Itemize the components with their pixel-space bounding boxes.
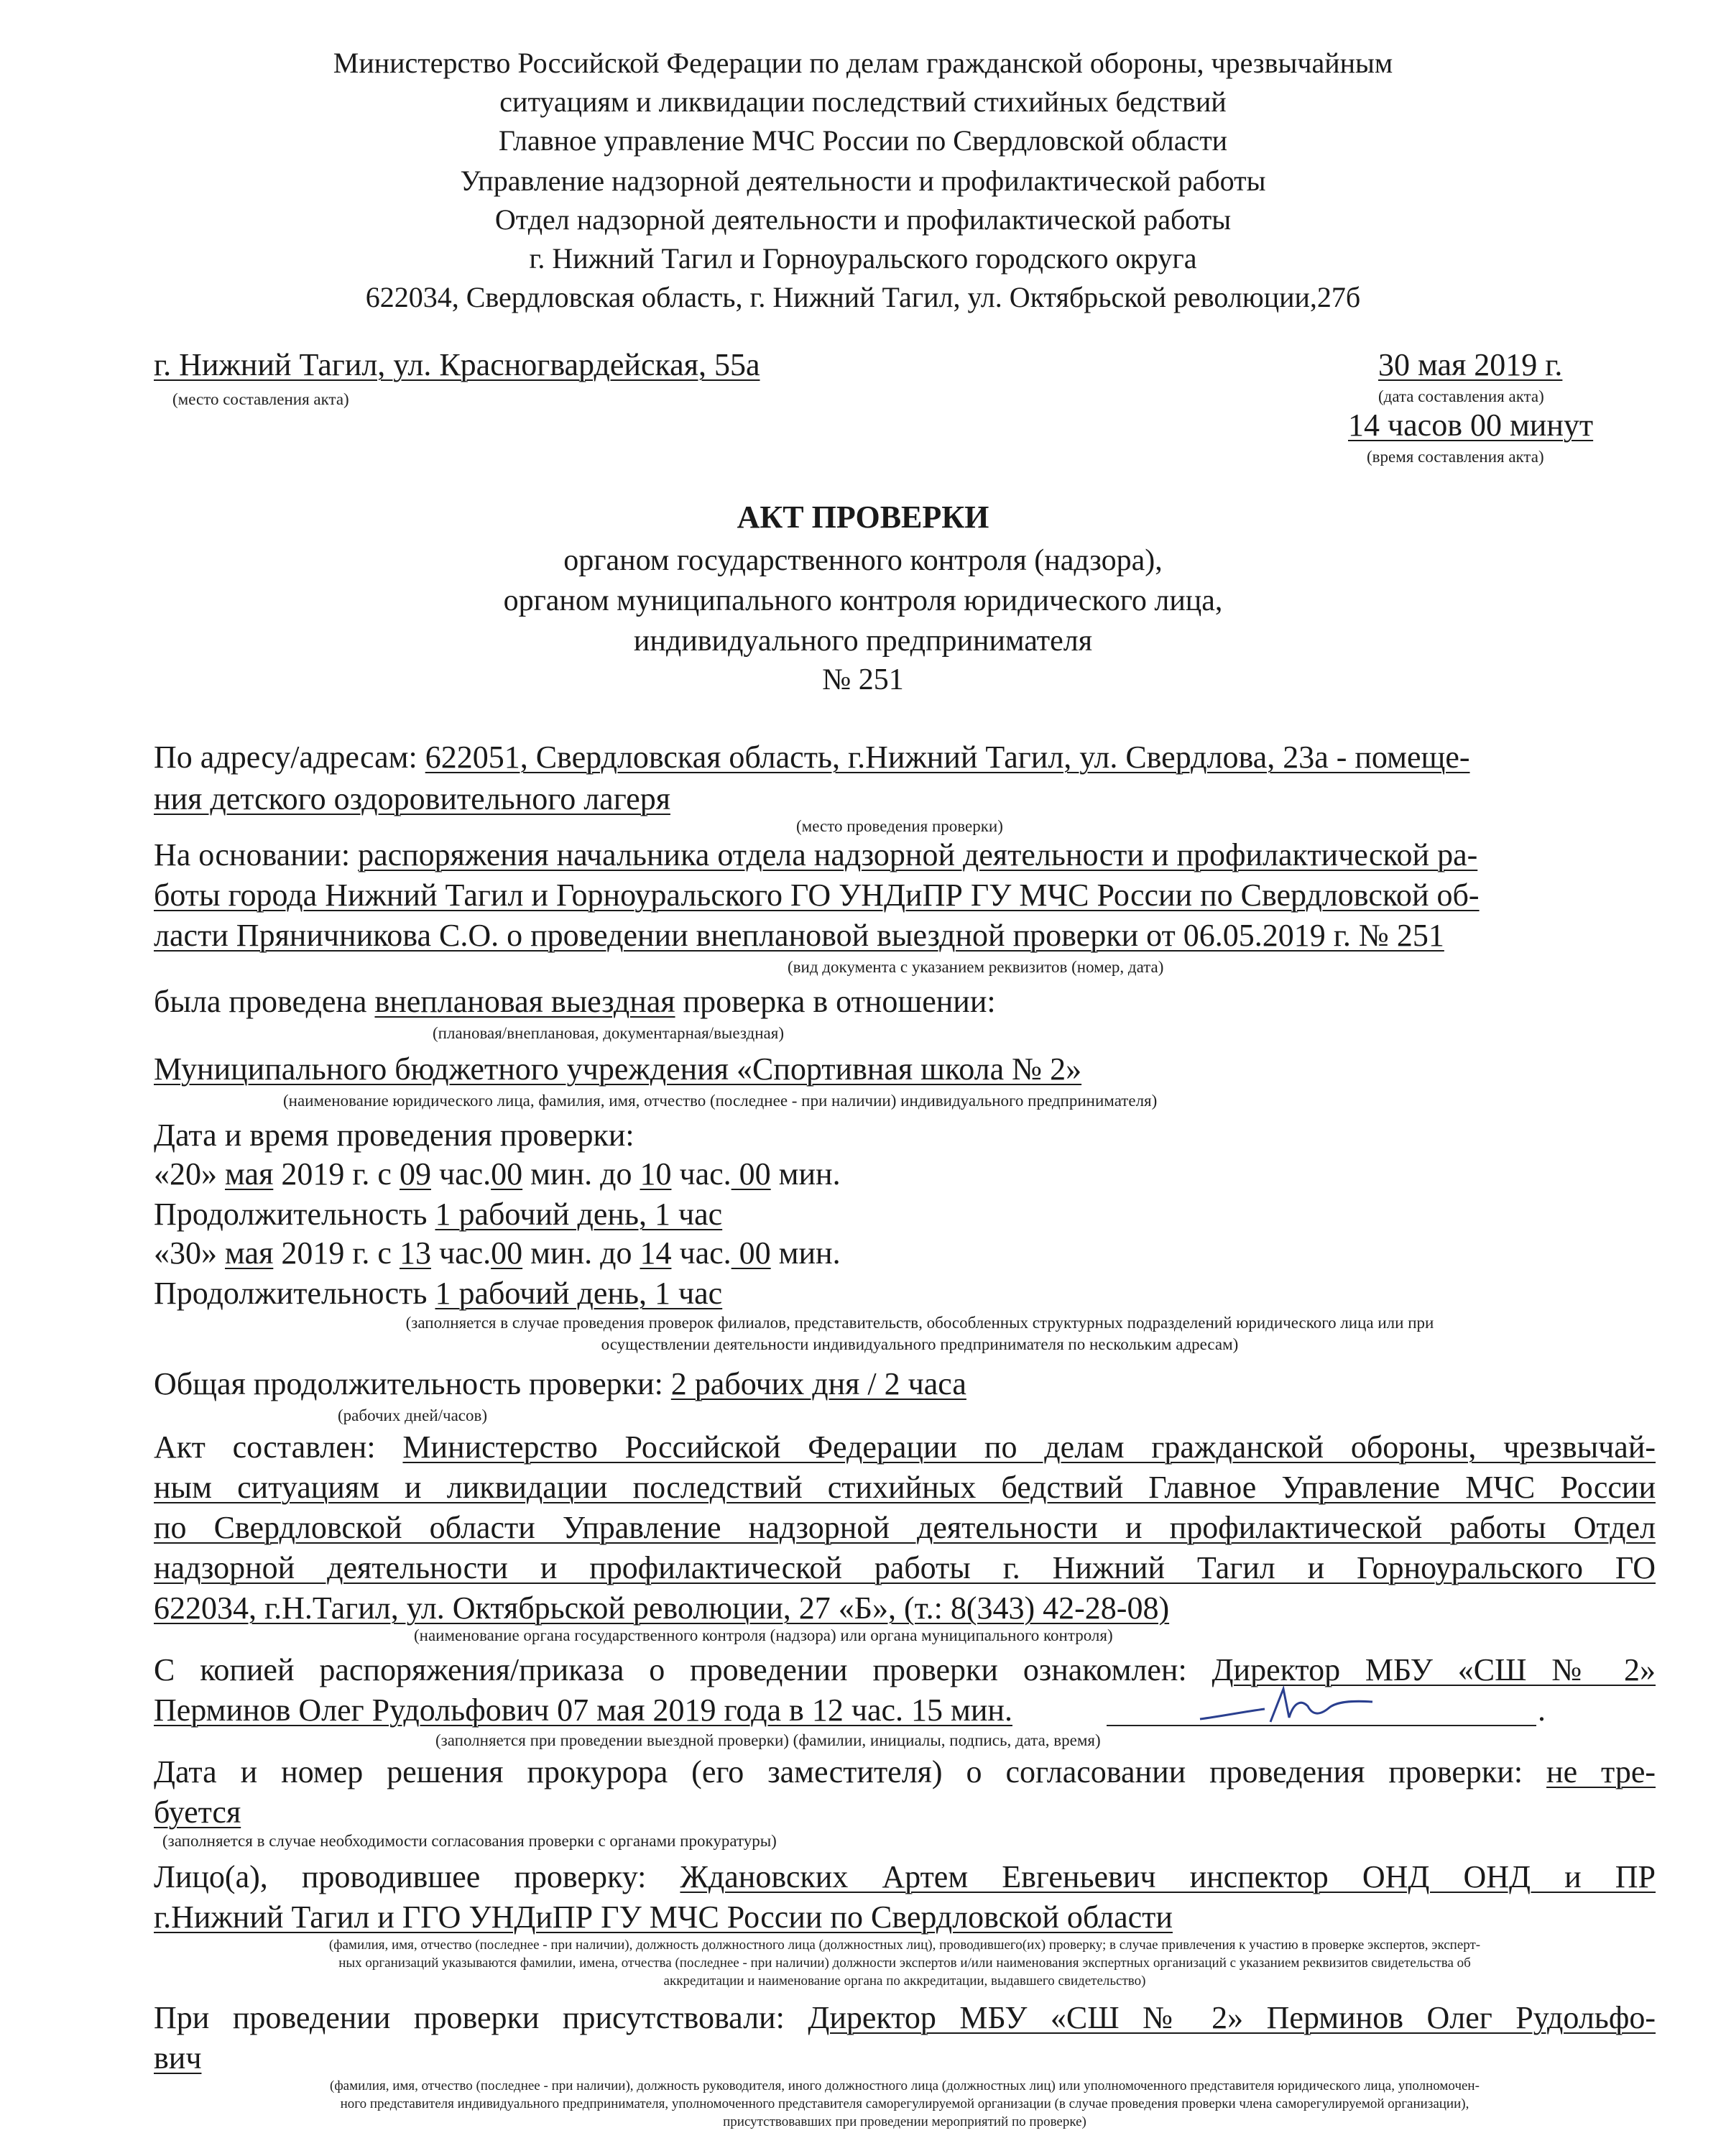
compiled-value-3: по Свердловской области Управление надзорной деятельности и профилактической работы Отдел [154, 1510, 1656, 1545]
row2-hour-word: час. [430, 1235, 492, 1271]
inspection-type-caption: (плановая/внеплановая, документарная/выездная) [433, 1024, 784, 1042]
inspector-caption-1: (фамилия, имя, отчество (последнее - при наличии), должность должностного лица (должностных лиц), проводившего(их) проверку; в случае привлечения к участию в проверке экспертов, эксперт- [328, 1938, 1481, 1953]
inspector-value-1: Ждановских Артем Евгеньевич инспектор ОНД ОНД и ПР [680, 1859, 1656, 1894]
prosecutor-text: Дата и номер решения прокурора (его заместителя) о согласовании проведения проверки: [154, 1754, 1523, 1789]
act-subtitle-2: органом муниципального контроля юридического лица, [503, 584, 1223, 617]
act-place-caption: (место составления акта) [172, 390, 349, 408]
basis-value-2: боты города Нижний Тагил и Горноуральского ГО УНДиПР ГУ МЧС России по Свердловской об- [154, 877, 1480, 913]
total-duration-caption: (рабочих дней/часов) [338, 1406, 488, 1424]
row2-start-min: 00 [491, 1235, 523, 1271]
present-line-1 [154, 1998, 1656, 2038]
inspector-label: Лицо(а), проводившее проверку: [154, 1859, 647, 1894]
signature-icon [1193, 1674, 1380, 1732]
present-label: При проведении проверки присутствовали: [154, 2000, 785, 2035]
present-caption [154, 2077, 1656, 2131]
duration-label: Продолжительность [154, 1197, 435, 1232]
header-line: Главное управление МЧС России по Свердловской области [498, 124, 1228, 157]
total-duration-label: Общая продолжительность проверки: [154, 1366, 663, 1401]
inspection-post: проверка в отношении: [675, 984, 996, 1019]
inspector-caption-3: аккредитации и наименование органа по аккредитации, выдавшего свидетельство) [663, 1973, 1146, 1989]
header-line: ситуациям и ликвидации последствий стихийных бедствий [499, 86, 1227, 118]
duration-value: 1 рабочий день, 1 час [435, 1197, 723, 1232]
present-caption-3: присутствовавших при проведении мероприятий по проверке) [723, 2114, 1086, 2129]
compiled-value-5: 622034, г.Н.Тагил, ул. Октябрьской революции, 27 «Б», (т.: 8(343) 42-28-08) [154, 1590, 1170, 1626]
address-line-1 [154, 737, 1470, 778]
basis-label: На основании: [154, 837, 351, 872]
address-value-cont: ния детского оздоровительного лагеря [154, 781, 670, 816]
row2-day: «30» [154, 1235, 217, 1271]
compiled-caption: (наименование органа государственного контроля (надзора) или органа муниципального контроля) [414, 1626, 1113, 1644]
present-caption-2: ного представителя индивидуального предпринимателя, уполномоченного представителя саморегулируемой организации (в случае проведения проверки члена саморегулируемой организации), [340, 2096, 1469, 2111]
address-value: 622051, Свердловская область, г.Нижний Тагил, ул. Свердлова, 23а - помеще- [425, 740, 1470, 775]
row2-min-word: мин. [770, 1235, 841, 1271]
entity-name: Муниципального бюджетного учреждения «Спортивная школа № 2» [154, 1051, 1082, 1087]
basis-caption: (вид документа с указанием реквизитов (номер, дата) [788, 958, 1164, 976]
basis-value: распоряжения начальника отдела надзорной деятельности и профилактической ра- [358, 837, 1478, 872]
row2-month: мая [225, 1235, 274, 1271]
inspector-line-1 [154, 1857, 1656, 1897]
row2-hour-word-2: час. [671, 1235, 732, 1271]
compiled-value-2: ным ситуациям и ликвидации последствий стихийных бедствий Главное Управление МЧС России [154, 1470, 1656, 1505]
row1-start-min: 00 [491, 1156, 523, 1192]
inspection-type-value: внеплановая выездная [374, 984, 675, 1019]
datetime-row-2 [154, 1233, 841, 1273]
datetime-label: Дата и время проведения проверки: [154, 1118, 634, 1153]
prosecutor-value-1: не тре- [1546, 1754, 1656, 1789]
duration-label: Продолжительность [154, 1276, 435, 1311]
datetime-row-1 [154, 1154, 841, 1194]
duration-row-1 [154, 1194, 722, 1235]
compiled-value-1: Министерство Российской Федерации по делам гражданской обороны, чрезвычай- [402, 1429, 1656, 1465]
act-number: № 251 [822, 663, 904, 696]
inspector-caption [154, 1936, 1656, 1990]
datetime-caption-2: осуществлении деятельности индивидуального предпринимателя по нескольким адресам) [601, 1335, 1239, 1353]
header-line: 622034, Свердловская область, г. Нижний Тагил, ул. Октябрьской революции,27б [365, 281, 1361, 313]
copy-text: С копией распоряжения/приказа о проведении проверки ознакомлен: [154, 1652, 1187, 1687]
act-subtitle-3: индивидуального предпринимателя [633, 625, 1093, 658]
act-date-caption: (дата составления акта) [1378, 387, 1544, 405]
row1-to-word: мин. до [522, 1156, 640, 1192]
total-duration-value: 2 рабочих дня / 2 часа [670, 1366, 966, 1401]
inspection-pre: была проведена [154, 984, 367, 1019]
row1-start-hour: 09 [399, 1156, 431, 1192]
act-time: 14 часов 00 минут [1348, 407, 1594, 443]
act-place: г. Нижний Тагил, ул. Красногвардейская, 55а [154, 347, 760, 382]
total-duration-line [154, 1364, 966, 1404]
inspection-type-line [154, 982, 996, 1022]
entity-caption: (наименование юридического лица, фамилия, имя, отчество (последнее - при наличии) индивидуального предпринимателя) [283, 1092, 1158, 1110]
row2-year: 2019 г. с [273, 1235, 400, 1271]
address-label: По адресу/адресам: [154, 740, 417, 775]
duration-row-2 [154, 1273, 722, 1314]
header-line: г. Нижний Тагил и Горноуральского городского округа [529, 242, 1197, 275]
row1-min-word: мин. [770, 1156, 841, 1192]
act-title-main: АКТ ПРОВЕРКИ [737, 499, 989, 535]
present-caption-1: (фамилия, имя, отчество (последнее - при наличии), должность руководителя, иного должностного лица (должностных лиц) или уполномоченного представителя юридического лица, уполномочен- [330, 2078, 1480, 2093]
compiled-label: Акт составлен: [154, 1429, 376, 1465]
header-line: Министерство Российской Федерации по делам гражданской обороны, чрезвычайным [333, 47, 1393, 79]
row1-month: мая [225, 1156, 274, 1192]
copy-value-1: Директор МБУ «СШ № 2» [1212, 1652, 1656, 1687]
act-date: 30 мая 2019 г. [1378, 347, 1563, 382]
compiled-value-4: надзорной деятельности и профилактической работы г. Нижний Тагил и Горноуральского ГО [154, 1550, 1656, 1585]
copy-line-1 [154, 1650, 1656, 1690]
inspector-value-2: г.Нижний Тагил и ГГО УНДиПР ГУ МЧС России по Свердловской области [154, 1899, 1173, 1935]
row1-end-min: 00 [731, 1156, 771, 1192]
copy-line-2 [154, 1690, 1012, 1731]
header-line: Отдел надзорной деятельности и профилактической работы [494, 203, 1232, 236]
prosecutor-value-2: буется [154, 1795, 241, 1830]
header-line: Управление надзорной деятельности и профилактической работы [460, 165, 1266, 197]
compiled-line-1 [154, 1427, 1656, 1468]
row1-hour-word: час. [430, 1156, 492, 1192]
act-title [0, 497, 1726, 538]
address-caption: (место проведения проверки) [796, 817, 1003, 835]
present-value-2: вич [154, 2040, 202, 2076]
copy-value-2: Перминов Олег Рудольфович 07 мая 2019 года в 12 час. 15 мин. [154, 1692, 1012, 1728]
prosecutor-line-1 [154, 1752, 1656, 1792]
row1-end-hour: 10 [640, 1156, 672, 1192]
row1-hour-word-2: час. [671, 1156, 732, 1192]
copy-end: . [1538, 1692, 1546, 1728]
row1-day: «20» [154, 1156, 217, 1192]
row2-end-hour: 14 [640, 1235, 672, 1271]
prosecutor-caption: (заполняется в случае необходимости согласования проверки с органами прокуратуры) [162, 1832, 777, 1850]
row2-start-hour: 13 [399, 1235, 431, 1271]
act-subtitle-1: органом государственного контроля (надзора), [563, 544, 1163, 577]
copy-caption: (заполняется при проведении выездной проверки) (фамилии, инициалы, подпись, дата, время) [435, 1731, 1101, 1749]
inspector-caption-2: ных организаций указываются фамилии, имена, отчества (последнее - при наличии) должности экспертов и/или наименования экспертных организаций с указанием реквизитов свидетельства об [338, 1955, 1471, 1971]
basis-value-3: ласти Пряничникова С.О. о проведении внеплановой выездной проверки от 06.05.2019 г. № 251 [154, 918, 1444, 953]
row2-end-min: 00 [731, 1235, 771, 1271]
row1-year: 2019 г. с [273, 1156, 400, 1192]
act-time-caption: (время составления акта) [1367, 448, 1544, 466]
duration-value: 1 рабочий день, 1 час [435, 1276, 723, 1311]
datetime-caption [194, 1312, 1646, 1355]
basis-line-1 [154, 835, 1477, 875]
datetime-caption-1: (заполняется в случае проведения проверок филиалов, представительств, обособленных структурных подразделений юридического лица или при [405, 1314, 1434, 1332]
row2-to-word: мин. до [522, 1235, 640, 1271]
present-value-1: Директор МБУ «СШ № 2» Перминов Олег Рудольфо- [808, 2000, 1656, 2035]
